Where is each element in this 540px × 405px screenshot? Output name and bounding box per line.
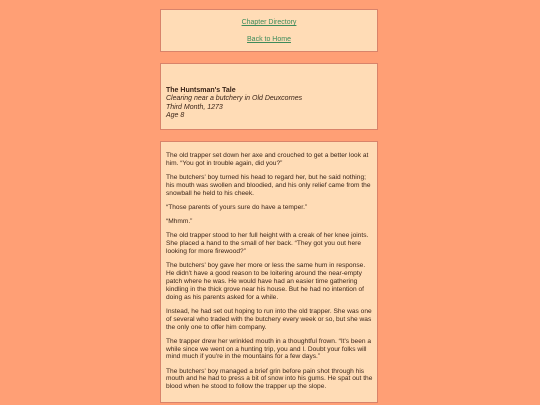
- story-paragraph: Instead, he had set out hoping to run into the old trapper. She was one of several who traded with the butchery every week or so, but she was the only one to offer him company.: [166, 307, 372, 331]
- story-title: The Huntsman's Tale: [166, 87, 236, 94]
- chapter-info-panel: [160, 63, 378, 130]
- story-paragraph: The old trapper set down her axe and crouched to get a better look at him. “You got in trouble again, did you?”: [166, 152, 369, 167]
- story-paragraph: “Those parents of yours sure do have a temper.”: [166, 203, 308, 211]
- chapter-directory-link[interactable]: Chapter Directory: [241, 19, 297, 26]
- story-paragraph: The trapper drew her wrinkled mouth in a thoughtful frown. “It's been a while since we went on a hunting trip, you and I. Doubt your folks will mind much if you're in the mountains for a few days.”: [166, 337, 372, 361]
- story-paragraph: The butchers' boy managed a brief grin before pain shot through his mouth and he had to press a bit of snow into his gums. He spat out the blood when he stood to follow the trapper up the slope.: [166, 367, 373, 391]
- story-paragraph: “Mhmm.”: [166, 218, 193, 225]
- chapter-location: Clearing near a butchery in Old Deuxcornes: [166, 95, 303, 103]
- story-text-panel: [160, 141, 378, 403]
- chapter-date: Third Month, 1273: [166, 103, 223, 111]
- story-paragraph: The old trapper stood to her full height with a creak of her knee joints. She placed a hand to the small of her back. “They got you out here looking for more firewood?”: [166, 232, 369, 255]
- back-to-home-link[interactable]: Back to Home: [247, 36, 291, 43]
- character-age: Age 8: [166, 112, 185, 120]
- story-paragraph: The butchers' boy turned his head to regard her, but he said nothing; his mouth was swollen and bloodied, and his only relief came from the snowball he held to his cheek.: [166, 174, 371, 197]
- chapter-nav-panel: [160, 9, 378, 52]
- story-paragraph: The butchers' boy gave her more or less the same hum in response. He didn't have a good reason to be loitering around the near-empty patch where he was. He would have had an easier time gathering kindling in the thick grove near his house. But he had no intention of doing as his parents asked for a while.: [166, 262, 366, 301]
